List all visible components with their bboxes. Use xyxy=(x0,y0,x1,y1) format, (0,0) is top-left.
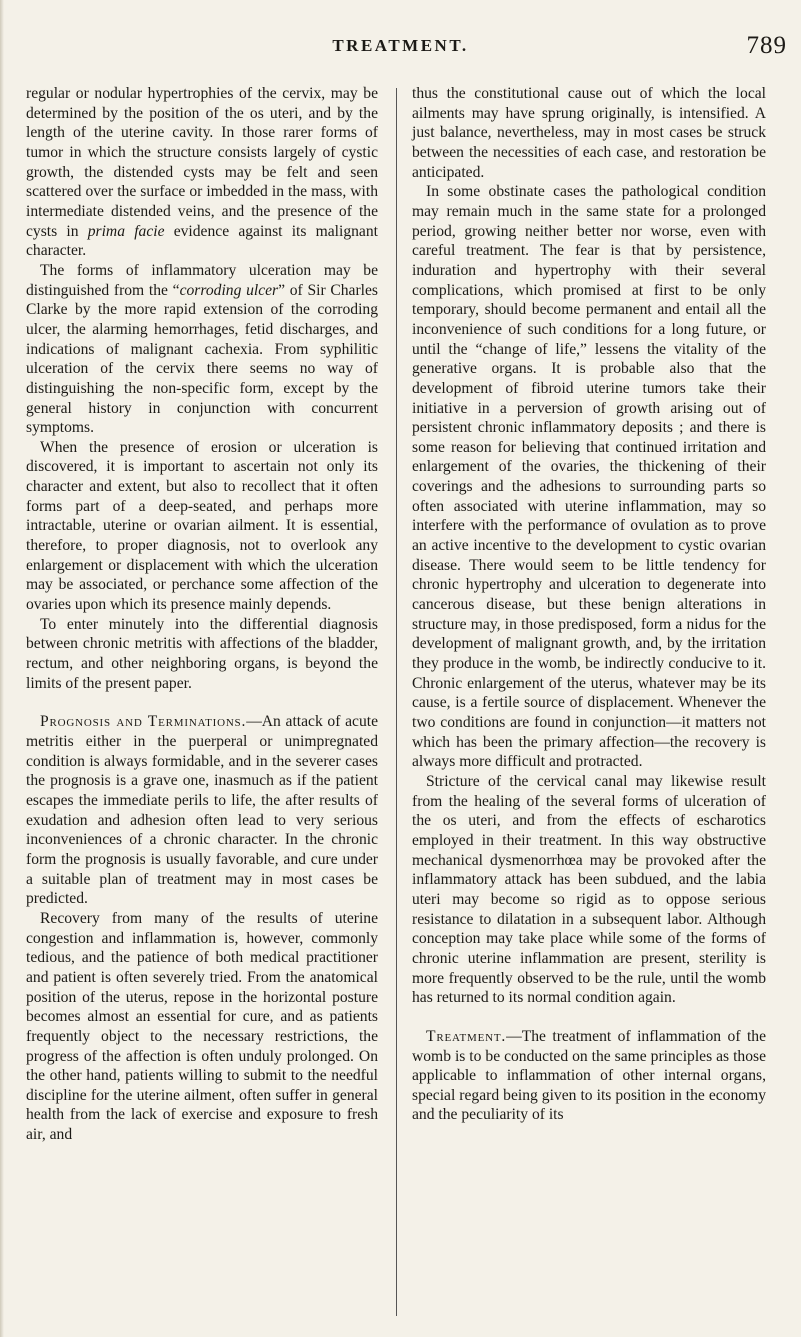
page-header xyxy=(0,16,801,59)
page-number: 789 xyxy=(746,32,787,59)
right-column xyxy=(412,84,766,1125)
paragraph-text: ” of Sir Charles Clarke by the more rapid extension of the corroding ulcer, the alarming hemorrhages, fetid discharges, and indications of malignant cachexia. From syphilitic ulceration of the cervix there seems no way of distinguishing the non-specific form, except by the general history in conjunction with concurrent symptoms. xyxy=(26,281,378,437)
paragraph-text: The forms of inflammatory ulceration may be distinguished from the “ xyxy=(26,261,378,299)
paragraph: In some obstinate cases the pathological condition may remain much in the same state for a prolonged period, growing neither better nor worse, even with careful treatment. The fear is that by persistence, induration and hypertrophy with their several complications, which promised at first to be only temporary, should become permanent and entail all the inconvenience of such conditions for a long future, or until the “change of life,” lessens the vitality of the generative organs. It is probable also that the development of fibroid uterine tumors take their initiative in a perversion of growth arising out of persistent chronic inflammatory deposits ; and there is some reason for believing that continued irritation and enlargement of the ovaries, the thickening of their coverings and the adhesions to surrounding parts so often associated with uterine inflammation, may so interfere with the performance of ovulation as to prove an active incentive to the development to cystic ovarian disease. There would seem to be little tendency for chronic hypertrophy and ulceration to degenerate into cancerous disease, but these benign alterations in structure may, in those predisposed, form a nidus for the development of malignant growth, and, by the irritation they produce in the womb, be indirectly conducive to it. Chronic enlargement of the uterus, whatever may be its cause, is a fertile source of displacement. Whenever the two conditions are found in conjunction—it matters not which has been the primary affection—the recovery is always more difficult and protracted. xyxy=(412,183,766,771)
section-paragraph xyxy=(412,1027,766,1125)
paragraph-text: evidence against its malignant character. xyxy=(26,222,378,260)
left-column xyxy=(26,84,378,1145)
paragraph xyxy=(26,261,378,438)
paragraph-text: regular or nodular hypertrophies of the cervix, may be determined by the position of the os uteri, and by the length of the uterine cavity. In those rarer forms of tumor in which the structure consists largely of cystic growth, the distended cysts may be felt and seen scattered over the surface or imbedded in the mass, with intermediate distended veins, and the presence of the cysts in xyxy=(26,85,378,240)
paragraph: When the presence of erosion or ulceration is discovered, it is important to ascertain not only its character and extent, but also to recollect that it often forms part of a deep-seated, and perhaps more intractable, uterine or ovarian ailment. It is essential, therefore, to proper diagnosis, not to overlook any enlargement or displacement with which the ulceration may be associated, or perchance some affection of the ovaries upon which its presence mainly depends. xyxy=(26,438,378,614)
paragraph: Recovery from many of the results of uterine congestion and inflammation is, however, commonly tedious, and the patience of both medical practitioner and patient is often severely tried. From the anatomical position of the uterus, repose in the horizontal posture becomes almost an essential for cure, and as patients frequently object to the necessary restrictions, the progress of the affection is often unduly prolonged. On the other hand, patients willing to submit to the needful discipline for the uterine ailment, often suffer in general health from the lack of exercise and exposure to fresh air, and xyxy=(26,909,378,1144)
section-heading: Treatment. xyxy=(426,1027,507,1045)
section-paragraph xyxy=(26,712,378,909)
italic-phrase: corroding ulcer xyxy=(179,281,279,299)
paragraph: thus the constitutional cause out of which the local ailments may have sprung originally, is intensified. A just balance, nevertheless, may in most cases be struck between the necessities of each case, and restoration be anticipated. xyxy=(412,85,766,181)
paragraph: Stricture of the cervical canal may likewise result from the healing of the several forms of ulceration of the os uteri, and from the effects of escharotics employed in their treatment. In this way obstructive mechanical dysmenorrhœa may be provoked after the inflammatory attack has been subdued, and the labia uteri may become so rigid as to oppose serious resistance to dilatation in a subsequent labor. Although conception may take place while some of the forms of chronic uterine inflammation are present, sterility is more frequently observed to be the rule, until the womb has returned to its normal condition again. xyxy=(412,772,766,1007)
running-title: TREATMENT. xyxy=(332,36,469,55)
paragraph-text: —An attack of acute metritis either in the puerperal or unimpregnated condition is always formidable, and in the severer cases the prognosis is a grave one, inasmuch as if the patient escapes the immediate perils to life, the after results of exudation and adhesion often lead to very serious inconveniences of a chronic character. In the chronic form the prognosis is usually favorable, and cure under a suitable plan of treatment may in most cases be predicted. xyxy=(26,713,378,908)
section-heading: Prognosis and Terminations. xyxy=(40,713,247,731)
page-edge-shadow xyxy=(0,0,4,1337)
paragraph xyxy=(26,84,378,261)
paragraph: To enter minutely into the differential diagnosis between chronic metritis with affections of the bladder, rectum, and other neighboring organs, is beyond the limits of the present paper. xyxy=(26,615,378,692)
paragraph-text: —The treatment of inflammation of the womb is to be conducted on the same principles as those applicable to inflammation of other internal organs, special regard being given to its position in the economy and the peculiarity of its xyxy=(412,1027,766,1124)
italic-phrase: prima facie xyxy=(87,222,165,240)
column-divider xyxy=(396,88,397,1316)
